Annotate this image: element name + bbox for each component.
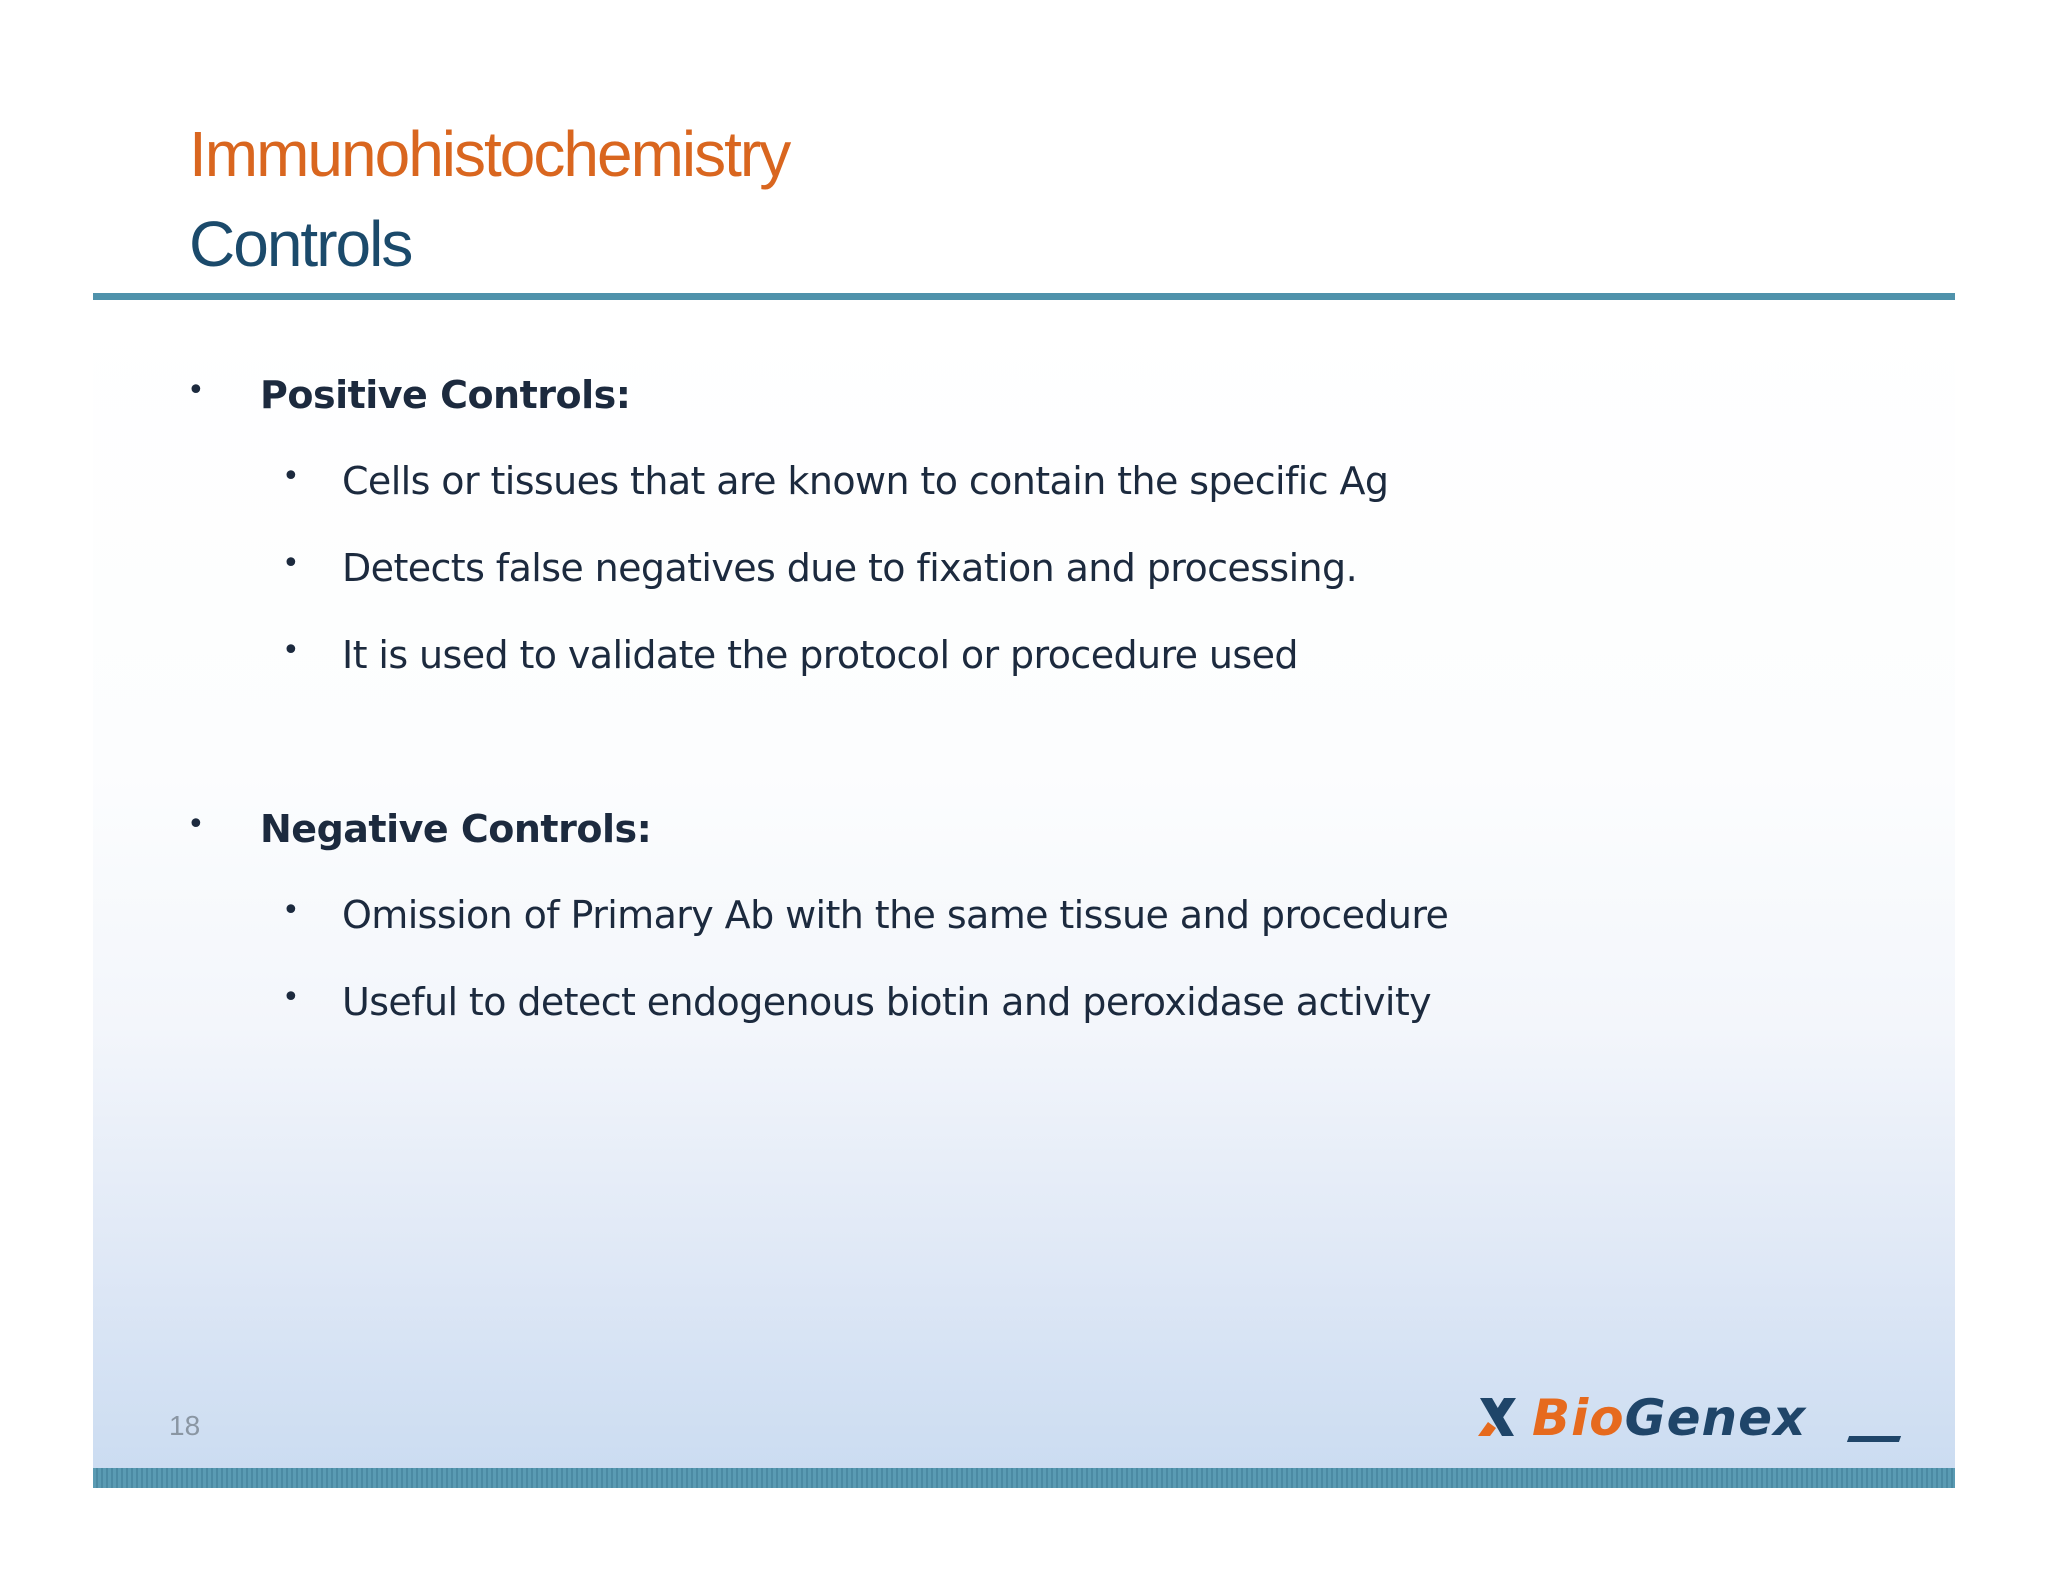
positive-controls-heading: Positive Controls: [260, 373, 631, 417]
bullet-icon: • [187, 373, 205, 408]
bullet-icon: • [282, 546, 300, 581]
slide-subtitle: Controls [189, 208, 412, 280]
positive-control-item: Detects false negatives due to fixation and processing. [342, 546, 1358, 590]
logo-wordmark [1532, 1390, 1806, 1446]
negative-controls-heading: Negative Controls: [260, 807, 652, 851]
bullet-icon: • [187, 807, 205, 842]
biogenex-logo [1474, 1390, 1914, 1446]
positive-control-item: It is used to validate the protocol or procedure used [342, 633, 1298, 677]
bullet-icon: • [282, 459, 300, 494]
footer-bar [93, 1468, 1955, 1488]
biogenex-x-mark-icon [1474, 1394, 1522, 1440]
bullet-icon: • [282, 893, 300, 928]
negative-control-item: Useful to detect endogenous biotin and peroxidase activity [342, 980, 1432, 1024]
title-divider [93, 293, 1955, 300]
logo-bio-text: Bio [1532, 1389, 1625, 1447]
positive-control-item: Cells or tissues that are known to contain the specific Ag [342, 459, 1389, 503]
page-number: 18 [169, 1410, 201, 1441]
bullet-icon: • [282, 980, 300, 1015]
bullet-icon: • [282, 633, 300, 668]
logo-underline [1847, 1436, 1901, 1442]
slide-title: Immunohistochemistry [189, 118, 790, 190]
negative-control-item: Omission of Primary Ab with the same tissue and procedure [342, 893, 1449, 937]
logo-genex-text: Genex [1624, 1389, 1807, 1447]
